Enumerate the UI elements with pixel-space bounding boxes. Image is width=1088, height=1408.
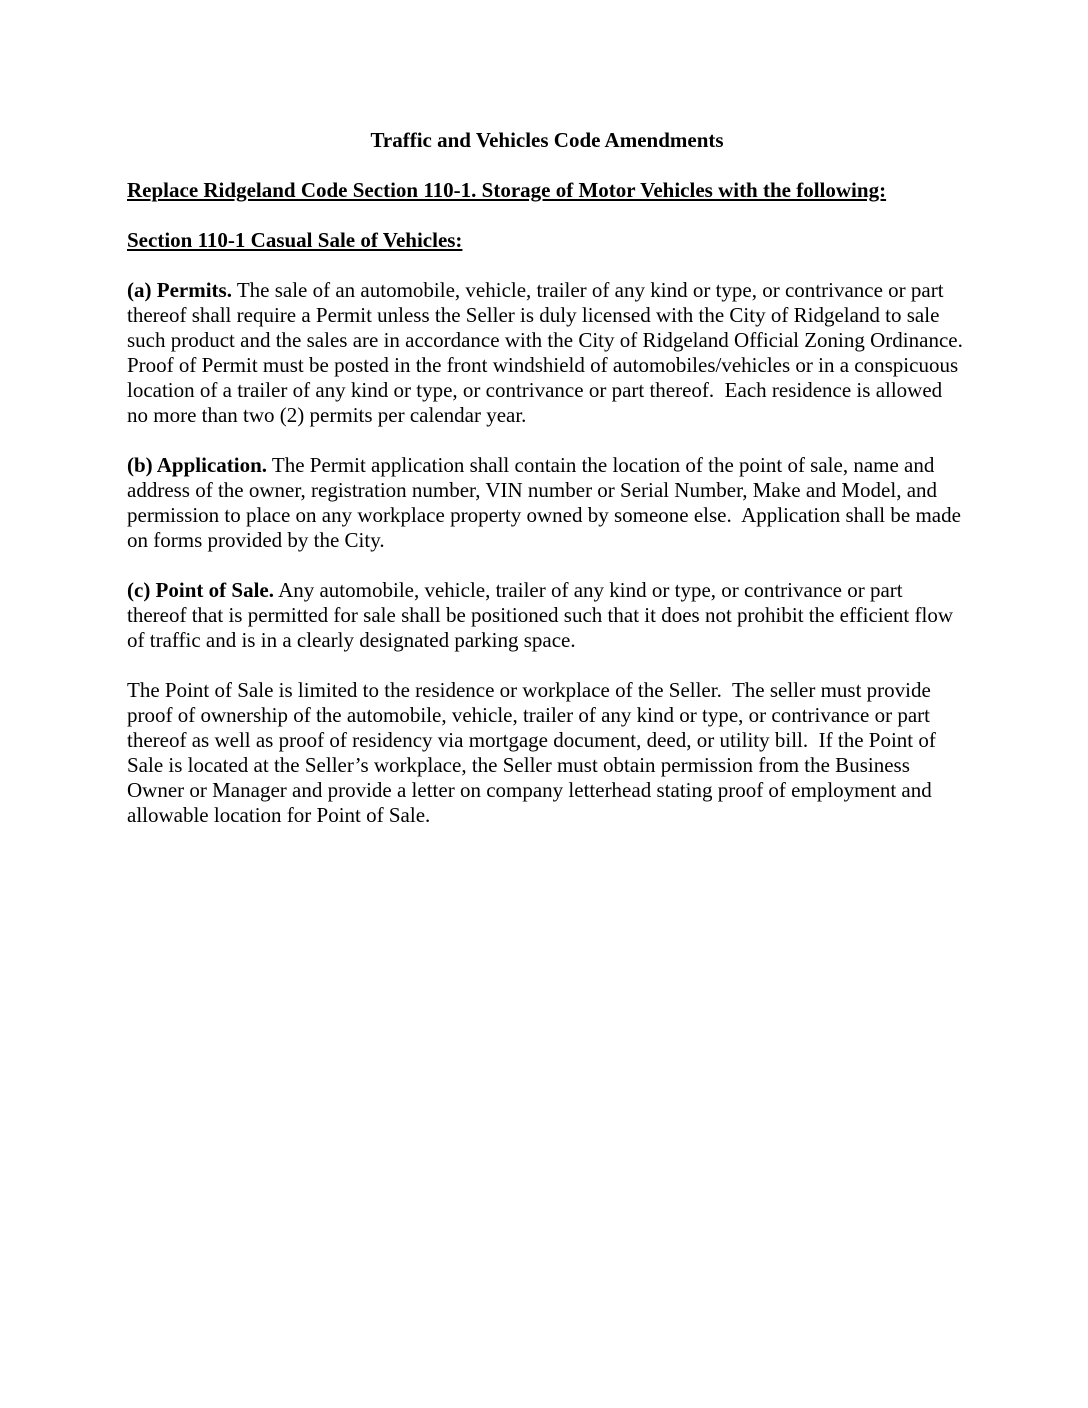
paragraph-point-of-sale-limits-text: The Point of Sale is limited to the residence or workplace of the Seller. The seller must provide proof of ownership of the automobile, vehicle, trailer of any kind or type, or contrivance or part thereof as well as proof of residency via mortgage document, deed, or utility bill. If the Point of Sale is located at the Seller’s workplace, the Seller must obtain permission from the Business Owner or Manager and provide a letter on company letterhead stating proof of employment and allowable location for Point of Sale. xyxy=(127,678,942,827)
paragraph-point-of-sale-limits xyxy=(127,678,967,828)
paragraph-point-of-sale-label: (c) Point of Sale. xyxy=(127,578,274,602)
heading-replace-directive: Replace Ridgeland Code Section 110-1. Storage of Motor Vehicles with the following: xyxy=(127,178,887,202)
paragraph-point-of-sale-text: Any automobile, vehicle, trailer of any kind or type, or contrivance or part thereof that is permitted for sale shall be positioned such that it does not prohibit the efficient flow of traffic and is in a clearly designated parking space. xyxy=(127,578,959,652)
heading-section-110-1: Section 110-1 Casual Sale of Vehicles: xyxy=(127,228,463,252)
paragraph-permits-text: The sale of an automobile, vehicle, trailer of any kind or type, or contrivance or part thereof shall require a Permit unless the Seller is duly licensed with the City of Ridgeland to sale such product and the sales are in accordance with the City of Ridgeland Official Zoning Ordinance. Proof of Permit must be posted in the front windshield of automobiles/vehicles or in a conspicuous location of a trailer of any kind or type, or contrivance or part thereof. Each residence is allowed no more than two (2) permits per calendar year. xyxy=(127,278,974,427)
paragraph-point-of-sale xyxy=(127,578,967,653)
paragraph-application-text: The Permit application shall contain the location of the point of sale, name and address of the owner, registration number, VIN number or Serial Number, Make and Model, and permission to place on any workplace property owned by someone else. Application shall be made on forms provided by the City. xyxy=(127,453,967,552)
paragraph-application-label: (b) Application. xyxy=(127,453,268,477)
paragraph-permits xyxy=(127,278,974,428)
paragraph-application xyxy=(127,453,967,553)
document-title: Traffic and Vehicles Code Amendments xyxy=(370,128,724,152)
paragraph-permits-label: (a) Permits. xyxy=(127,278,232,302)
